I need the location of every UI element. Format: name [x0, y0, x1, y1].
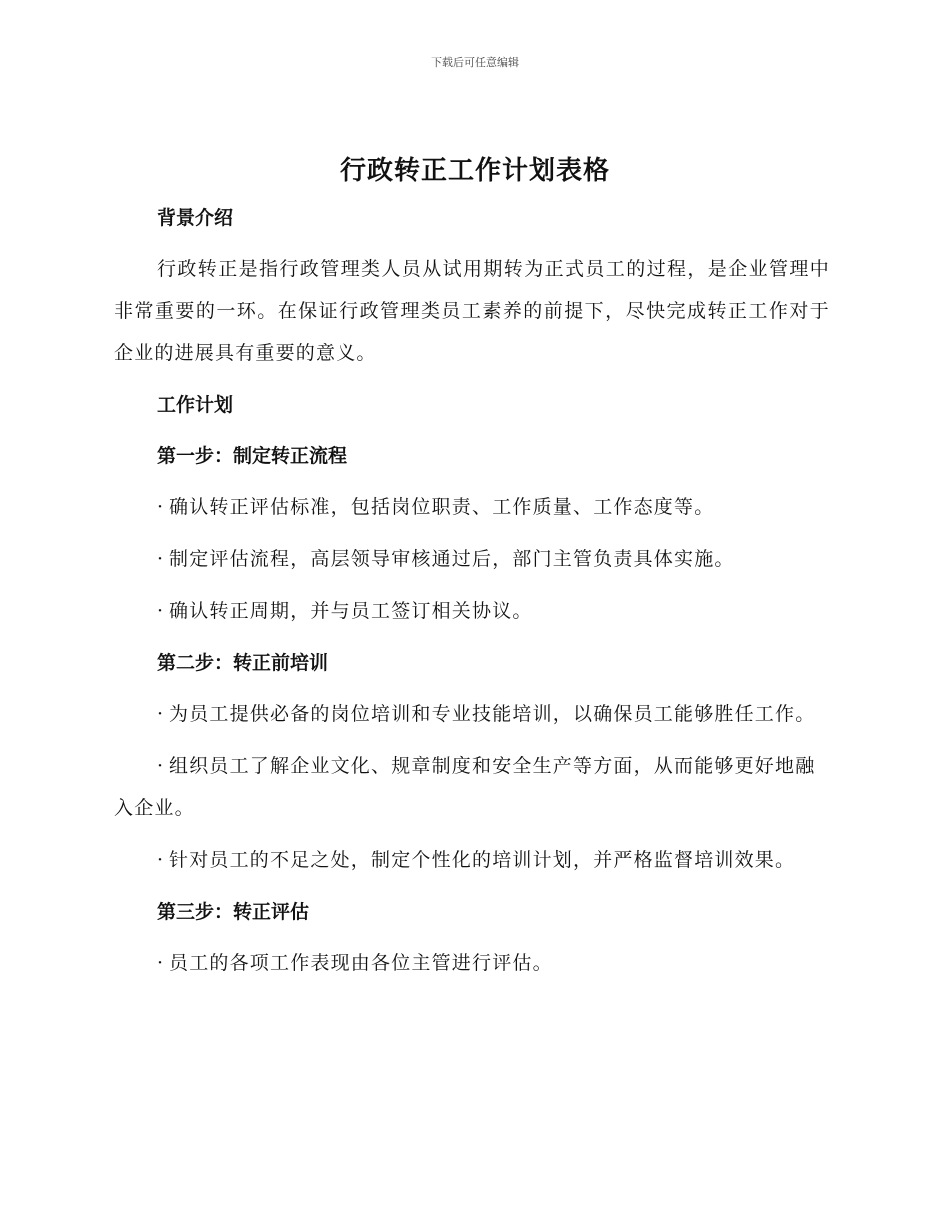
step3-item-text: 员工的各项工作表现由各位主管进行评估。	[169, 952, 553, 974]
section-heading-background: 背景介绍	[157, 207, 234, 229]
step2-item	[114, 693, 830, 735]
step2-item	[114, 745, 830, 829]
step2-item-text: 组织员工了解企业文化、规章制度和安全生产等方面，从而能够更好地融入企业。	[114, 755, 816, 819]
step1-item-text: 确认转正周期，并与员工签订相关协议。	[169, 600, 533, 622]
step1-item	[114, 590, 830, 632]
document-body	[114, 197, 830, 994]
bullet-dot: ·	[157, 755, 165, 777]
bullet-dot: ·	[157, 600, 165, 622]
step2-heading: 第二步：转正前培训	[157, 652, 329, 674]
step3-item	[114, 942, 830, 984]
step2-item-text: 针对员工的不足之处，制定个性化的培训计划，并严格监督培训效果。	[169, 849, 796, 871]
step1-item	[114, 538, 830, 580]
step1-item-text: 确认转正评估标准，包括岗位职责、工作质量、工作态度等。	[169, 496, 715, 518]
step1-item	[114, 486, 830, 528]
step2-item-text: 为员工提供必备的岗位培训和专业技能培训，以确保员工能够胜任工作。	[169, 703, 816, 725]
section-heading-plan: 工作计划	[157, 394, 234, 416]
step3-heading: 第三步：转正评估	[157, 901, 310, 923]
step1-heading: 第一步：制定转正流程	[157, 445, 348, 467]
bullet-dot: ·	[157, 849, 165, 871]
background-paragraph: 行政转正是指行政管理类人员从试用期转为正式员工的过程，是企业管理中非常重要的一环。在保证行政管理类员工素养的前提下，尽快完成转正工作对于企业的进展具有重要的意义。	[114, 258, 830, 364]
bullet-dot: ·	[157, 548, 165, 570]
step2-item	[114, 839, 830, 881]
bullet-dot: ·	[157, 703, 165, 725]
bullet-dot: ·	[157, 952, 165, 974]
document-title: 行政转正工作计划表格	[339, 156, 610, 186]
bullet-dot: ·	[157, 496, 165, 518]
page-header-note: 下载后可任意编辑	[431, 56, 519, 69]
step1-item-text: 制定评估流程，高层领导审核通过后，部门主管负责具体实施。	[169, 548, 735, 570]
